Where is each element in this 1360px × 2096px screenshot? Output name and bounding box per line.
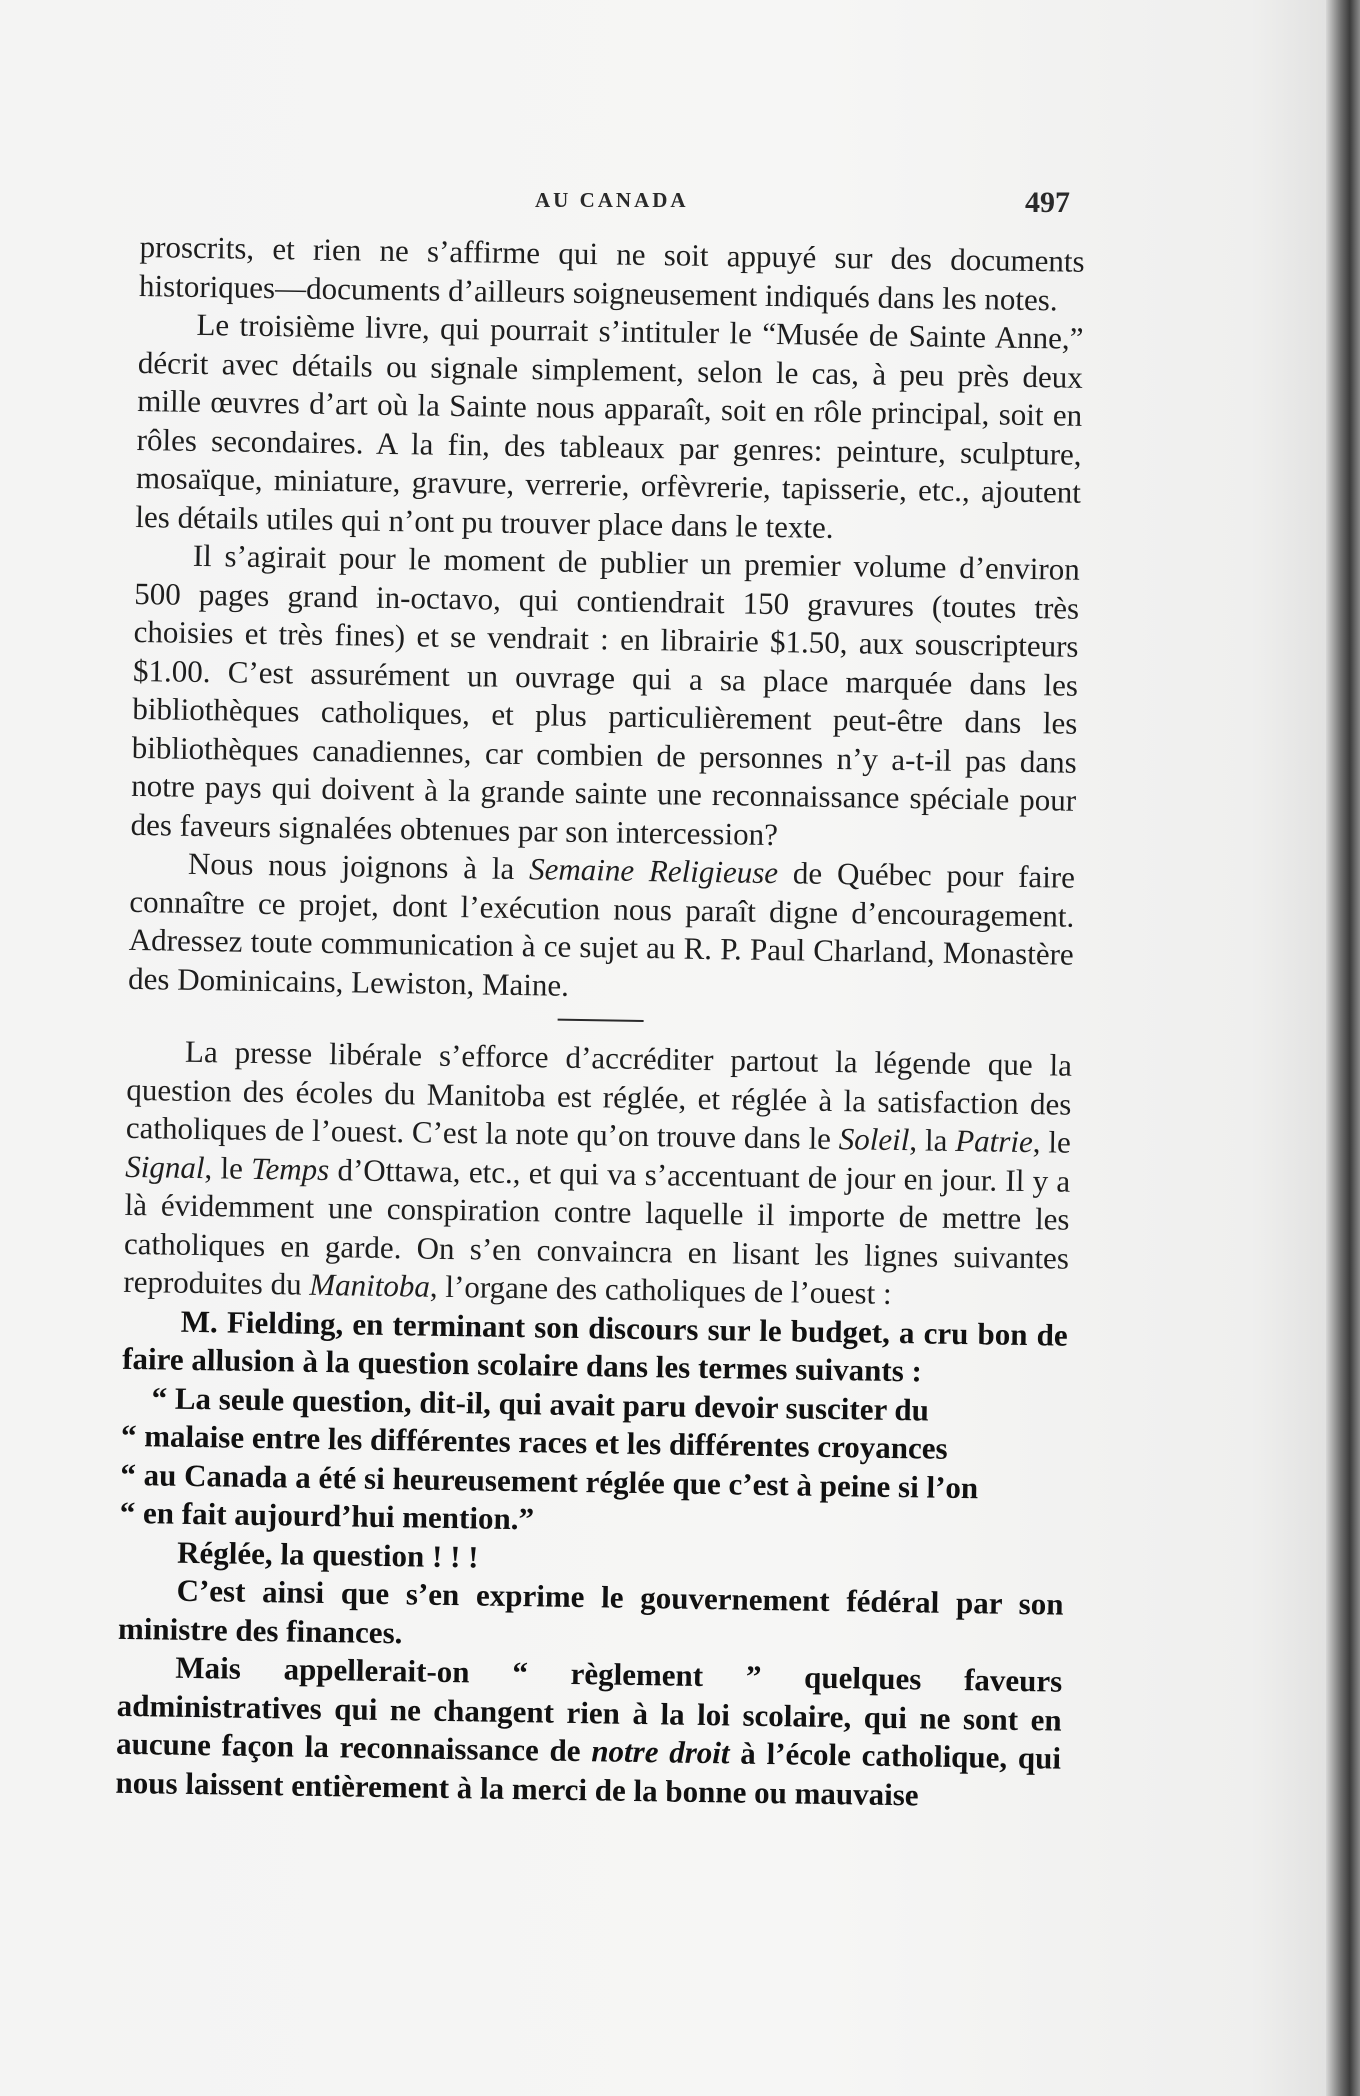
paragraph-4-italic: Semaine Religieuse	[528, 851, 779, 891]
section-separator	[557, 1019, 643, 1022]
quote-paragraph-2: C’est ainsi que s’en exprime le gouvernement fédéral par son ministre des finances.	[117, 1572, 1064, 1650]
quote-line: “ en fait aujourd’hui mention.”	[119, 1494, 535, 1537]
paragraph-4-text-b: de Québec pour faire connaître ce projet, dont l’exécution nous paraît digne d’encouragement. Adressez toute communication à ce sujet au R. P. Paul Charland, Monastère des Dominicains, Lewiston, Maine.	[127, 855, 1076, 1003]
paragraph-5-italic-2: Patrie	[955, 1122, 1034, 1160]
paragraph-3: Il s’agirait pour le moment de publier un premier volume d’environ 500 pages grand in-octavo, qui contiendrait 150 gravures (toutes très choisies et très fines) et se vendrait : en librairie $1.50, aux souscripteurs $1.00. C’est assurément un ouvrage qui a sa place marquée dans les bibliothèques catholiques, et plus particulièrement peut-être dans les bibliothèques canadiennes, car combien de personnes n’y a-t-il pas dans notre pays qui doivent à la grande sainte une reconnaissance spéciale pour des faveurs signalées obtenues par son intercession?	[130, 537, 1081, 852]
paragraph-2: Le troisième livre, qui pourrait s’intituler le “Musée de Sainte Anne,” décrit avec détails ou signale simplement, selon le cas, à peu près deux mille œuvres d’art où la Sainte nous apparaît, soit en rôle principal, soit en rôles secondaires. A la fin, des tableaux par genres: peinture, sculpture, mosaïque, miniature, gravure, verrerie, orfèvrerie, tapisserie, etc., ajoutent les détails utiles qui n’ont pu trouver place dans le texte.	[135, 306, 1084, 545]
paragraph-5-text-4: , le	[204, 1149, 252, 1186]
paragraph-5-text-3: , le	[1032, 1124, 1072, 1160]
quote-paragraph-3-text-b: à l’école catholique, qui nous laissent entièrement à la merci de la bonne ou mauvaise	[115, 1735, 1062, 1812]
quote-paragraph-3-text-a: Mais appellerait-on “ règlement ” quelques faveurs administratives qui ne changent rien à la loi scolaire, qui ne sont en aucune façon la reconnaissance de	[115, 1649, 1063, 1769]
quote-line: “ au Canada a été si heureusement réglée que c’est à peine si l’on	[120, 1456, 979, 1505]
quote-lines	[120, 1378, 1067, 1547]
running-title: AU CANADA	[535, 188, 689, 212]
quote-paragraph-3	[115, 1648, 1062, 1817]
page-number: 497	[1025, 186, 1070, 219]
paragraph-5-italic-5: Manitoba	[309, 1266, 431, 1304]
quote-line: “ La seule question, dit-il, qui avait paru devoir susciter du	[151, 1379, 930, 1428]
paragraph-5-italic-4: Temps	[250, 1150, 330, 1187]
body-text	[115, 228, 1085, 1817]
quote-paragraph-3-italic: notre droit	[591, 1733, 730, 1771]
quote-exclamation: Réglée, la question ! ! !	[176, 1534, 479, 1574]
paragraph-5-text-5: d’Ottawa, etc., et qui va s’accentuant de jour en jour. Il y a là évidemment une conspiration contre laquelle il importe de mettre les catholiques en garde. On s’en convaincra en lisant les lignes suivantes reproduites du	[123, 1151, 1071, 1302]
paragraph-4-text-a: Nous nous joignons à la	[187, 845, 530, 887]
paragraph-5-text-1: La presse libérale s’efforce d’accréditer partout la légende que la question des écoles du Manitoba est réglée, et réglée à la satisfaction des catholiques de l’ouest. C’est la note qu’on trouve dans le	[125, 1033, 1073, 1157]
paragraph-5	[123, 1032, 1072, 1316]
book-binding-shadow	[1326, 0, 1360, 2096]
quote-intro: M. Fielding, en terminant son discours sur le budget, a cru bon de faire allusion à la question scolaire dans les termes suivants :	[121, 1303, 1069, 1389]
paragraph-5-text-2: , la	[909, 1122, 956, 1158]
paragraph-4	[128, 844, 1075, 1013]
quote-line: “ malaise entre les différentes races et les différentes croyances	[120, 1417, 948, 1466]
page-header	[150, 188, 1070, 228]
paragraph-5-text-6: , l’organe des catholiques de l’ouest :	[429, 1268, 892, 1311]
paragraph-5-italic-3: Signal	[124, 1148, 205, 1185]
paragraph-5-italic-1: Soleil	[838, 1121, 910, 1158]
paragraph-1: proscrits, et rien ne s’affirme qui ne soit appuyé sur des documents historiques—documents d’ailleurs soigneusement indiqués dans les notes.	[138, 228, 1085, 317]
quoted-block	[115, 1301, 1068, 1816]
